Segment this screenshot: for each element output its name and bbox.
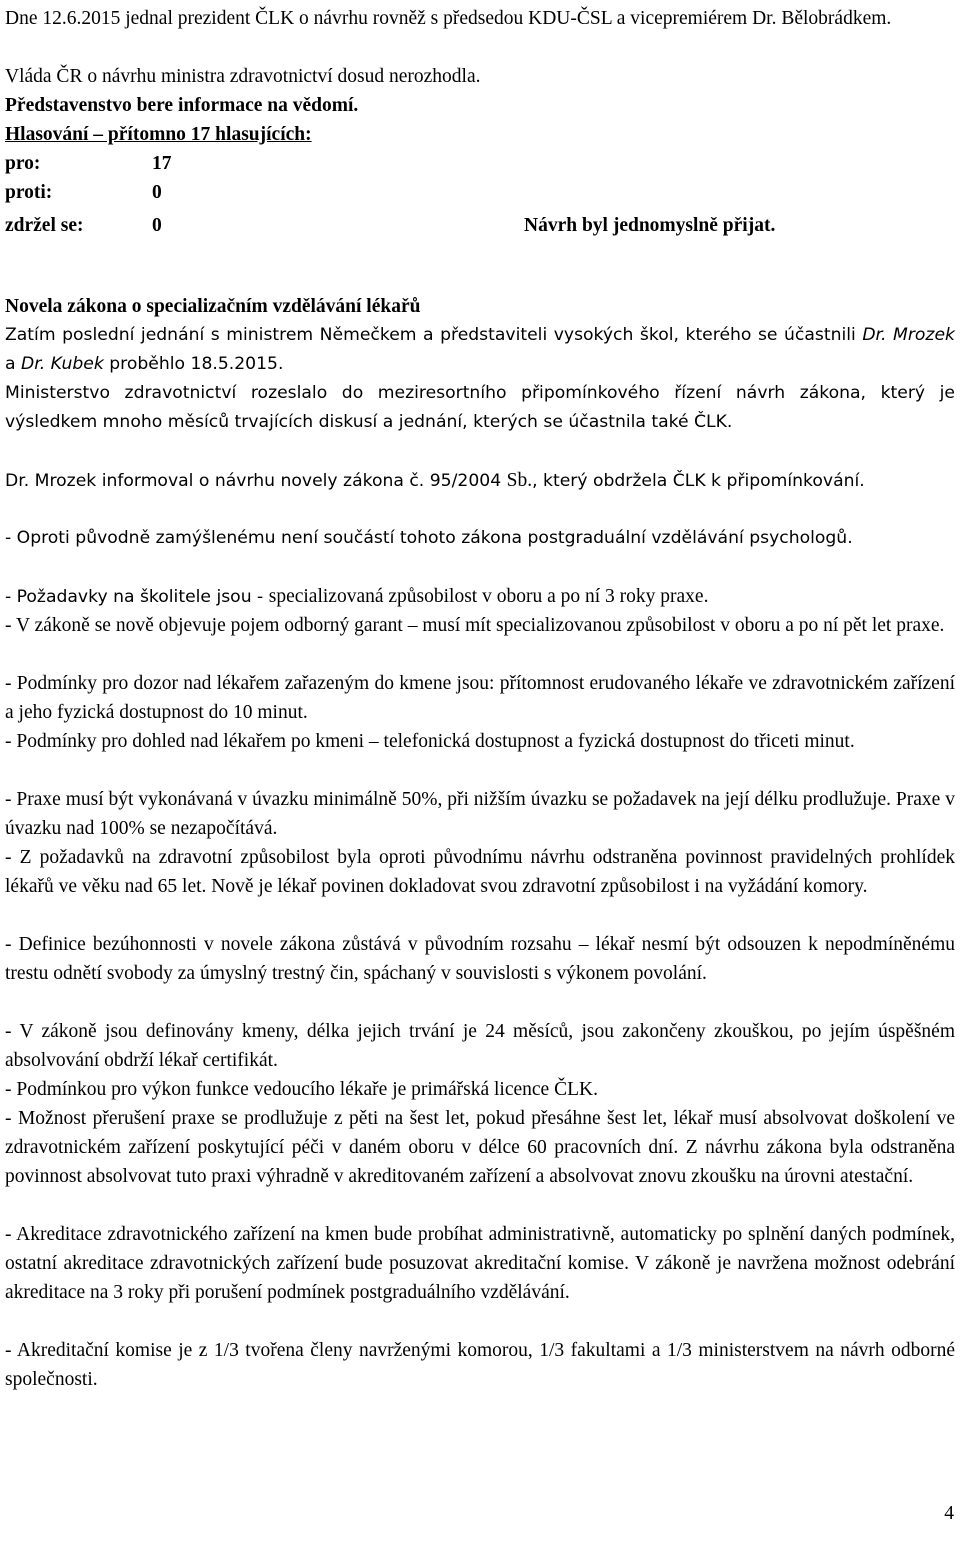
vote-row-for (5, 149, 172, 178)
vote-row-abstain (5, 211, 162, 240)
section-paragraph-meeting (5, 321, 955, 379)
item-lead: - Požadavky na školitele jsou - (5, 587, 269, 607)
item-psychologists: - Oproti původně zamýšlenému není součástí tohoto zákona postgraduální vzdělávání psychologů. (5, 528, 853, 548)
item-accreditation-commission: - Akreditační komise je z 1/3 tvořena členy navrženými komorou, 1/3 fakultami a 1/3 ministerstvem na návrh odborné společnosti. (5, 1340, 955, 1390)
vote-label: proti: (5, 182, 53, 203)
mrozek-text: Dr. Mrozek informoval o návrhu novely zákona č. 95/2004 (5, 471, 507, 491)
vote-value: 17 (152, 153, 172, 174)
abbrev: Sb. (506, 470, 533, 491)
section-title: Novela zákona o specializačním vzdělávání lékařů (5, 296, 421, 317)
item-chief-license: - Podmínkou pro výkon funkce vedoucího lékaře je primářská licence ČLK. (5, 1079, 598, 1100)
intro-paragraph: Dne 12.6.2015 jednal prezident ČLK o návrhu rovněž s předsedou KDU-ČSL a vicepremiérem Dr. Bělobrádkem. (5, 8, 892, 29)
vote-row-against (5, 178, 162, 207)
meeting-text: Zatím poslední jednání s ministrem Němečkem a představiteli vysokých škol, kterého se účastnili (5, 325, 863, 345)
vote-value: 0 (152, 182, 162, 203)
vote-result: Návrh byl jednomyslně přijat. (524, 215, 776, 236)
mrozek-text-end: , který obdržela ČLK k připomínkování. (532, 471, 865, 491)
person-name: Dr. Mrozek (862, 325, 955, 345)
item-guarantor: - V zákoně se nově objevuje pojem odborný garant – musí mít specializovanou způsobilost v oboru a po ní pět let praxe. (5, 615, 945, 636)
vote-heading: Hlasování – přítomno 17 hlasujících: (5, 124, 312, 145)
vote-label: zdržel se: (5, 215, 84, 236)
section-paragraph-mrozek (5, 466, 955, 496)
item-trainer-requirements (5, 582, 955, 612)
meeting-date-text: proběhlo 18.5.2015. (103, 354, 284, 374)
page-number: 4 (944, 1503, 954, 1524)
person-name: Dr. Kubek (21, 354, 104, 374)
item-trunks: - V zákoně jsou definovány kmeny, délka jejich trvání je 24 měsíců, jsou zakončeny zkouškou, po jejím úspěšném absolvování obdrží lékař certifikát. (5, 1021, 955, 1071)
vote-label: pro: (5, 153, 41, 174)
conjunction: a (5, 354, 21, 374)
item-body: specializovaná způsobilost v oboru a po ní 3 roky praxe. (268, 586, 709, 607)
item-workload: - Praxe musí být vykonávaná v úvazku minimálně 50%, při nižším úvazku se požadavek na její délku prodlužuje. Praxe v úvazku nad 100% se nezapočítává. (5, 789, 955, 839)
board-note: Představenstvo bere informace na vědomí. (5, 95, 359, 116)
item-health-fitness: - Z požadavků na zdravotní způsobilost byla oproti původnímu návrhu odstraněna povinnost pravidelných prohlídek lékařů ve věku nad 65 let. Nově je lékař povinen dokladovat svou zdravotní způsobilost i na vyžádání komory. (5, 847, 955, 897)
section-paragraph-ministry: Ministerstvo zdravotnictví rozeslalo do meziresortního připomínkového řízení návrh zákona, který je výsledkem mnoho měsíců trvajících diskusí a jednání, kterých se účastnila také ČLK. (5, 383, 955, 432)
government-status: Vláda ČR o návrhu ministra zdravotnictví dosud nerozhodla. (5, 66, 481, 87)
item-integrity: - Definice bezúhonnosti v novele zákona zůstává v původním rozsahu – lékař nesmí být odsouzen k nepodmíněnému trestu odnětí svobody za úmyslný trestný čin, spáchaný v souvislosti s výkonem povolání. (5, 934, 955, 984)
item-accreditation: - Akreditace zdravotnického zařízení na kmen bude probíhat administrativně, automaticky po splnění daných podmínek, ostatní akreditace zdravotnických zařízení bude posuzovat akreditační komise. V zákoně je navržena možnost odebrání akreditace na 3 roky při porušení podmínek postgraduálního vzdělávání. (5, 1224, 955, 1303)
item-supervision-after: - Podmínky pro dohled nad lékařem po kmeni – telefonická dostupnost a fyzická dostupnost do třiceti minut. (5, 731, 855, 752)
item-practice-break: - Možnost přerušení praxe se prodlužuje z pěti na šest let, pokud přesáhne šest let, lékař musí absolvovat doškolení ve zdravotnickém zařízení poskytující péči v daném oboru v délce 60 pracovních dní. Z návrhu zákona byla odstraněna povinnost absolvovat tuto praxi výhradně v akreditovaném zařízení a absolvovat znovu zkoušku na úrovni atestační. (5, 1108, 955, 1187)
vote-value: 0 (152, 215, 162, 236)
item-supervision-trunk: - Podmínky pro dozor nad lékařem zařazeným do kmene jsou: přítomnost erudovaného lékaře ve zdravotnickém zařízení a jeho fyzická dostupnost do 10 minut. (5, 673, 955, 723)
